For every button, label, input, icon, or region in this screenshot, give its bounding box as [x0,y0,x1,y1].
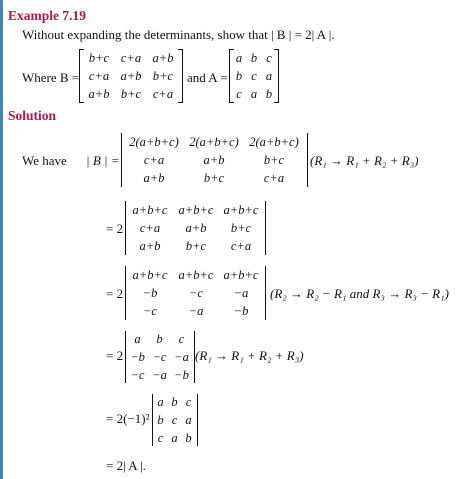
det-cell: −a [188,304,204,318]
det-cell: −c [152,350,167,364]
matrix-b-cell: b+c [120,87,142,101]
step2-lhs: = 2 [106,221,124,236]
step3-lhs: = 2 [106,286,124,301]
step4-determinant [125,331,195,383]
problem-statement: Without expanding the determinants, show that | B | = 2| A |. [22,27,335,42]
det-cell: c [157,431,164,445]
matrix-a-cell: a [250,87,258,101]
det-cell: c [185,395,192,409]
det-cell: −b [130,350,145,364]
step1-lhs: | B | = [86,153,120,168]
step3-determinant [125,266,266,320]
det-cell: c+a [263,171,285,185]
matrix-a-cell: b [250,51,258,65]
where-b-label: Where B = [22,70,80,85]
matrix-b-cell: c+a [152,87,174,101]
det-cell: a [171,431,178,445]
det-cell: b+c [203,171,225,185]
matrix-a-cell: c [236,87,242,101]
step5-lhs: = 2(−1)² [106,411,150,426]
matrix-b [79,49,183,103]
matrix-a-cell: c [266,51,272,65]
det-cell: a+b [143,171,165,185]
final-result: = 2| A |. [106,458,146,473]
step4-lhs: = 2 [106,348,124,363]
matrix-a-cell: b [235,69,243,83]
det-cell: a [134,332,141,346]
matrix-b-cell: a+b [120,69,142,83]
det-cell: −b [174,368,189,382]
det-cell: a+b+c [223,268,259,282]
matrix-b-cell: a+b [152,51,174,65]
matrix-a-cell: b [265,87,273,101]
det-cell: a [157,395,164,409]
matrix-b-cell: c+a [88,69,110,83]
det-cell: −c [143,304,157,318]
example-heading: Example 7.19 [8,8,87,23]
det-cell: a+b+c [223,203,259,217]
step4-row-operation: (R₁ → R₁ + R₂ + R₃) [195,348,304,363]
det-cell: −a [152,368,167,382]
and-a-label: and A = [187,70,228,85]
det-cell: −c [189,286,203,300]
step2-determinant [125,201,266,255]
det-cell: b+c [263,153,285,167]
step3-row-operation: (R₂ → R₂ − R₁ and R₃ → R₃ − R₁) [270,286,449,301]
det-cell: c+a [230,239,252,253]
matrix-a [229,49,279,103]
det-cell: c+a [143,153,165,167]
solution-heading: Solution [8,108,57,123]
det-cell: c [171,413,178,427]
det-cell: −b [142,286,158,300]
det-cell: −a [233,286,249,300]
det-cell: b [185,431,192,445]
det-cell: a+b [139,239,161,253]
matrix-b-cell: b+c [152,69,174,83]
step5-determinant [152,394,198,446]
matrix-a-cell: a [265,69,273,83]
det-cell: a+b+c [132,268,168,282]
det-cell: b+c [230,221,252,235]
det-cell: b [171,395,178,409]
det-cell: b [157,413,164,427]
matrix-a-cell: c [251,69,257,83]
det-cell: −c [130,368,145,382]
det-cell: a+b+c [178,268,214,282]
matrix-a-cell: a [235,51,243,65]
det-cell: 2(a+b+c) [129,135,179,149]
det-cell: b [156,332,163,346]
we-have-label: We have [22,153,67,168]
det-cell: 2(a+b+c) [249,135,299,149]
det-cell: a+b+c [132,203,168,217]
det-cell: a+b [185,221,207,235]
det-cell: a+b+c [178,203,214,217]
det-cell: 2(a+b+c) [189,135,239,149]
matrix-b-cell: b+c [88,51,110,65]
det-cell: a+b [203,153,225,167]
step1-row-operation: (R₁ → R₁ + R₂ + R₃) [310,153,419,168]
det-cell: c+a [139,221,161,235]
det-cell: −a [174,350,189,364]
det-cell: a [185,413,192,427]
matrix-b-cell: c+a [120,51,142,65]
det-cell: −b [233,304,249,318]
det-cell: b+c [185,239,207,253]
det-cell: c [178,332,185,346]
step1-determinant [121,133,308,187]
matrix-b-cell: a+b [88,87,110,101]
